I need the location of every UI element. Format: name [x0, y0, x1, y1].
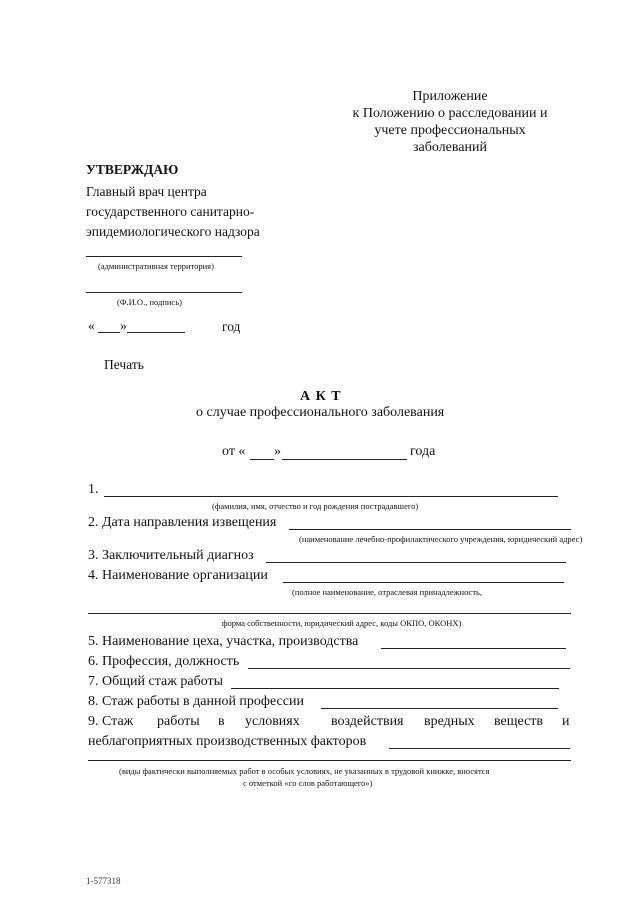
- field-7-blank[interactable]: [231, 688, 559, 689]
- appendix-block: [330, 88, 570, 156]
- field-9-blank-2[interactable]: [88, 760, 571, 761]
- field-9-word: условиях: [245, 714, 300, 729]
- field-9-word: веществ: [494, 714, 544, 729]
- field-4-hint-1: (полное наименование, отраслевая принадлежность,: [292, 587, 483, 597]
- act-subtitle: о случае профессионального заболевания: [196, 405, 445, 420]
- appendix-line: к Положению о расследовании и: [352, 106, 548, 121]
- approval-month-blank[interactable]: [127, 332, 185, 333]
- appendix-line: учете профессиональных: [374, 123, 526, 138]
- act-title: А К Т: [300, 389, 342, 404]
- approval-day-blank[interactable]: [98, 332, 120, 333]
- field-9-line-2: неблагоприятных производственных факторов: [88, 734, 367, 749]
- footer-code: 1-577318: [86, 876, 121, 886]
- field-4-hint-2: форма собственности, юридический адрес, коды ОКПО, ОКОНХ): [222, 618, 462, 628]
- act-date-prefix: от «: [222, 444, 246, 459]
- approval-line: эпидемиологического надзора: [86, 224, 260, 239]
- field-1-blank[interactable]: [104, 496, 558, 497]
- field-4-blank-2[interactable]: [88, 613, 571, 614]
- field-4-label: 4. Наименование организации: [88, 568, 268, 583]
- field-2-hint: (наименование лечебно-профилактического учреждения, юридический адрес): [299, 534, 583, 544]
- field-9-hint-2: с отметкой «со слов работающего»): [243, 778, 373, 788]
- field-3-label: 3. Заключительный диагноз: [88, 548, 254, 563]
- stamp-label: Печать: [104, 357, 144, 372]
- field-8-label: 8. Стаж работы в данной профессии: [88, 694, 304, 709]
- act-day-blank[interactable]: [250, 459, 274, 460]
- act-date-mid: »: [274, 444, 281, 459]
- field-9-word: вредных: [424, 714, 475, 729]
- signature-blank[interactable]: [86, 292, 242, 293]
- field-8-blank[interactable]: [321, 708, 558, 709]
- approval-line: Главный врач центра: [86, 184, 207, 199]
- territory-hint: (административная территория): [98, 261, 214, 271]
- appendix-line: заболеваний: [413, 140, 487, 155]
- field-9-blank[interactable]: [389, 748, 570, 749]
- field-4-blank[interactable]: [283, 582, 564, 583]
- field-7-label: 7. Общий стаж работы: [88, 674, 224, 689]
- signature-hint: (Ф.И.О., подпись): [117, 297, 182, 307]
- field-5-blank[interactable]: [381, 648, 566, 649]
- act-month-blank[interactable]: [282, 459, 407, 460]
- field-2-label: 2. Дата направления извещения: [88, 515, 277, 530]
- date-quote-close: »: [120, 318, 127, 333]
- field-3-blank[interactable]: [266, 562, 566, 563]
- field-9-word: воздействия: [331, 714, 404, 729]
- approval-line: государственного санитарно-: [86, 204, 255, 219]
- date-quote-open: «: [88, 318, 95, 333]
- field-9-hint-1: (виды фактически выполняемых работ в особых условиях, не указанных в трудовой книжке, вносятся: [119, 766, 490, 776]
- field-6-blank[interactable]: [248, 668, 570, 669]
- field-1-hint: (фамилия, имя, отчество и год рождения пострадавшего): [212, 501, 419, 511]
- field-9-word: 9. Стаж: [88, 714, 134, 729]
- field-6-label: 6. Профессия, должность: [88, 654, 240, 669]
- field-2-blank[interactable]: [289, 529, 571, 530]
- field-1-number: 1.: [88, 482, 99, 497]
- approval-heading: УТВЕРЖДАЮ: [86, 162, 179, 177]
- act-date-suffix: года: [410, 444, 436, 459]
- territory-blank[interactable]: [86, 256, 242, 257]
- field-9-word: в: [218, 714, 225, 729]
- field-9-word: работы: [157, 714, 200, 729]
- field-5-label: 5. Наименование цеха, участка, производства: [88, 634, 359, 649]
- field-9-word: и: [562, 714, 570, 729]
- appendix-line: Приложение: [412, 89, 488, 104]
- year-label: год: [222, 319, 241, 334]
